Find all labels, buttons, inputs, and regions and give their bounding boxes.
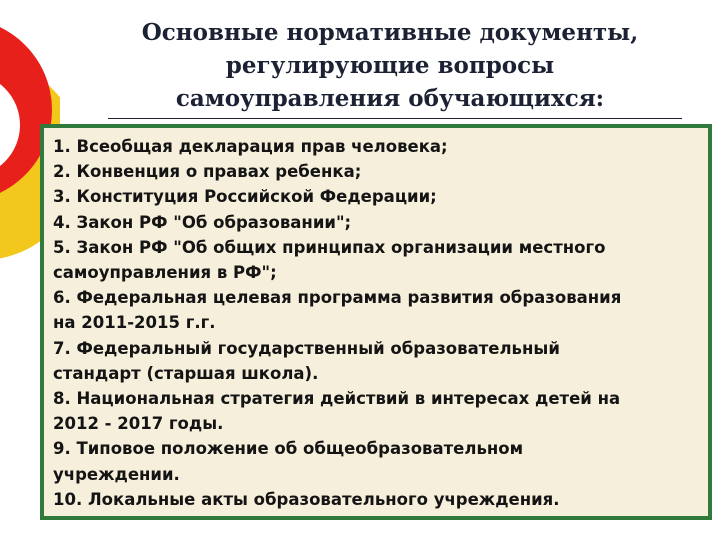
- list-item: 5. Закон РФ "Об общих принципах организации местного: [53, 237, 606, 257]
- slide-title: [100, 16, 680, 115]
- list-item: самоуправления в РФ";: [53, 263, 277, 283]
- documents-panel: [40, 124, 712, 520]
- list-item: 8. Национальная стратегия действий в интересах детей на: [53, 389, 621, 409]
- list-item: 2012 - 2017 годы.: [53, 414, 224, 434]
- list-item: 1. Всеобщая декларация прав человека;: [53, 137, 448, 156]
- list-item: 3. Конституция Российской Федерации;: [53, 187, 437, 207]
- slide-title-line: Основные нормативные документы,: [141, 19, 639, 46]
- list-item: 9. Типовое положение об общеобразовательном: [53, 439, 524, 459]
- title-underline: [108, 118, 682, 119]
- list-item: 2. Конвенция о правах ребенка;: [53, 162, 362, 182]
- list-item: на 2011-2015 г.г.: [53, 313, 216, 333]
- slide-title-line: самоуправления обучающихся:: [175, 85, 605, 112]
- list-item: 10. Локальные акты образовательного учреждения.: [53, 489, 560, 509]
- list-item: 4. Закон РФ "Об образовании";: [53, 212, 352, 232]
- list-item: 7. Федеральный государственный образовательный: [53, 338, 560, 358]
- list-item: 6. Федеральная целевая программа развития образования: [53, 288, 622, 308]
- list-item: стандарт (старшая школа).: [53, 363, 319, 383]
- list-item: учреждении.: [53, 464, 180, 484]
- documents-list: [44, 128, 708, 512]
- slide-title-line: регулирующие вопросы: [225, 52, 555, 79]
